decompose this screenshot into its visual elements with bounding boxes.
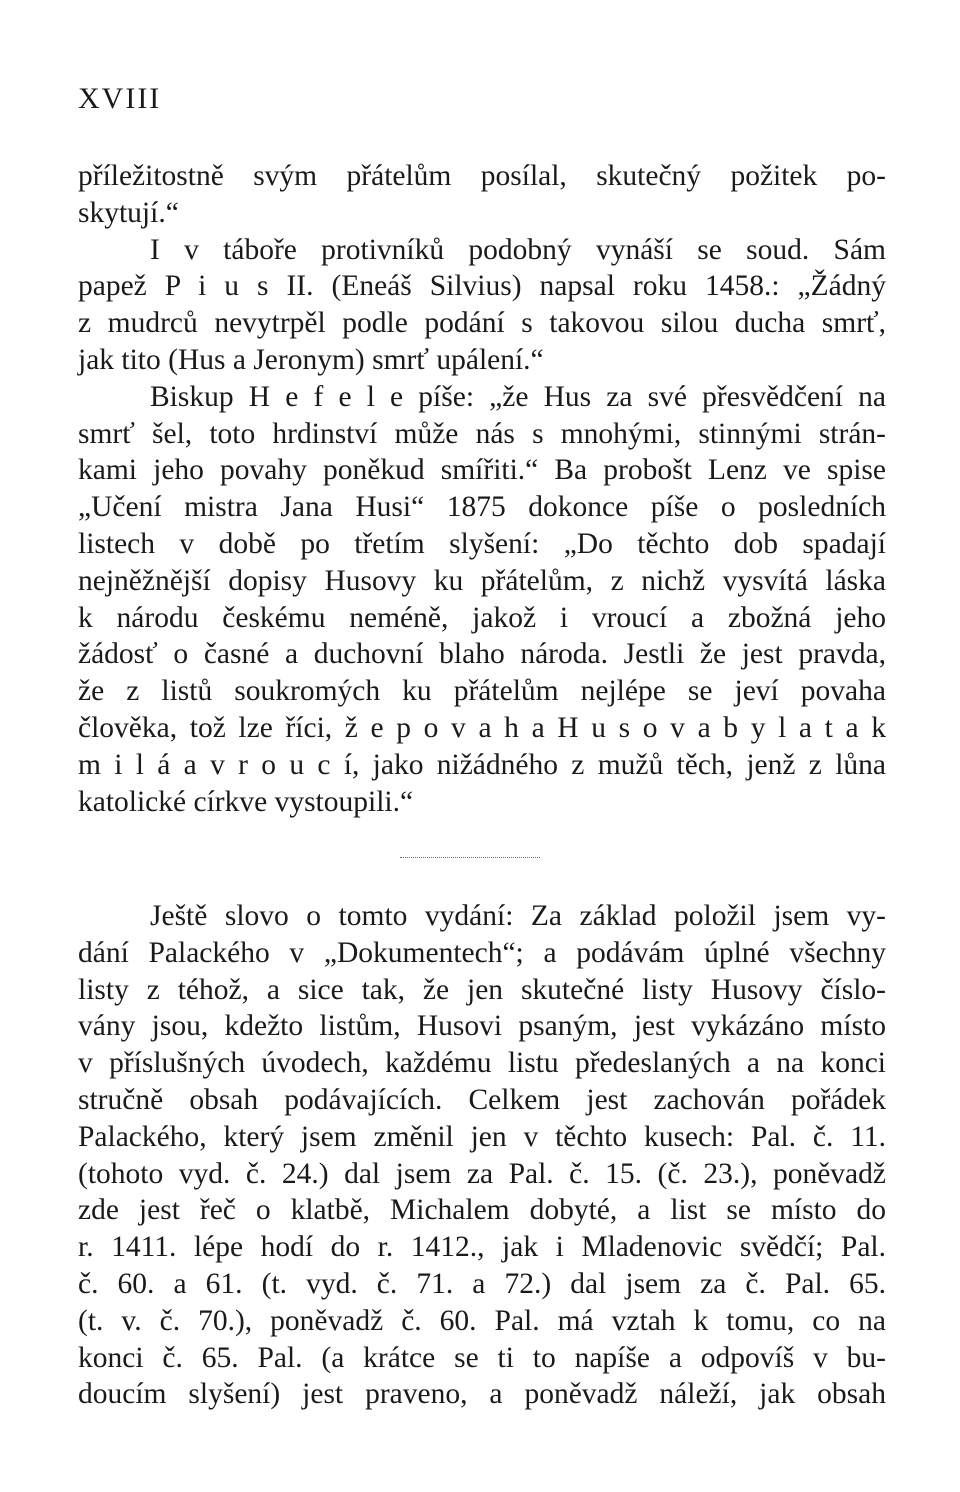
paragraph-block-2 — [78, 898, 886, 1413]
text-line: k národu českému neméně, jakož i vroucí a zbožná jeho — [78, 601, 886, 634]
text-line: z mudrců nevytrpěl podle podání s takovou silou ducha smrť, — [78, 307, 886, 340]
text-line: jak tito (Hus a Jeronym) smrť upálení.“ — [78, 343, 544, 376]
text-line: stručně obsah podávajících. Celkem jest zachován pořádek — [78, 1083, 886, 1116]
text-line: listech v době po třetím slyšení: „Do těchto dob spadají — [78, 527, 886, 560]
text-line: kami jeho povahy poněkud smířiti.“ Ba probošt Lenz ve spise — [78, 454, 886, 487]
section-divider — [400, 857, 540, 858]
text-line: Ještě slovo o tomto vydání: Za základ položil jsem vy- — [150, 900, 886, 932]
text-line: (tohoto vyd. č. 24.) dal jsem za Pal. č. 15. (č. 23.), poněvadž — [78, 1157, 886, 1190]
text-line: příležitostně svým přátelům posílal, skutečný požitek po- — [78, 160, 886, 192]
text-line: r. 1411. lépe hodí do r. 1412., jak i Mladenovic svědčí; Pal. — [78, 1231, 886, 1264]
text-line: vány jsou, kdežto listům, Husovi psaným, jest vykázáno místo — [78, 1010, 886, 1043]
text-line: I v táboře protivníků podobný vynáší se soud. Sám — [150, 233, 886, 266]
text-line: smrť šel, toto hrdinství může nás s mnohými, stinnými strán- — [78, 417, 886, 450]
text-line: doucím slyšení) jest praveno, a poněvadž náleží, jak obsah — [78, 1378, 886, 1411]
text-line: zde jest řeč o klatbě, Michalem dobyté, a list se místo do — [78, 1194, 886, 1227]
text-line: (t. v. č. 70.), poněvadž č. 60. Pal. má vztah k tomu, co na — [78, 1304, 886, 1337]
paragraph-block-1 — [78, 158, 886, 820]
text-line: skytují.“ — [78, 196, 179, 229]
text-line: listy z téhož, a sice tak, že jen skutečné listy Husovy číslo- — [78, 973, 886, 1006]
text-line: konci č. 65. Pal. (a krátce se ti to napíše a odpovíš v bu- — [78, 1341, 886, 1374]
text-line: nejněžnější dopisy Husovy ku přátelům, z nichž vysvítá láska — [78, 564, 886, 597]
text-line: že z listů soukromých ku přátelům nejlépe se jeví povaha — [78, 675, 886, 708]
text-line: člověka, tož lze říci, ž e p o v a h a H u s o v a b y l a t a k — [78, 711, 886, 744]
text-line: dání Palackého v „Dokumentech“; a podávám úplné všechny — [78, 936, 886, 969]
text-line: Palackého, který jsem změnil jen v těchto kusech: Pal. č. 11. — [78, 1120, 886, 1153]
page-number: XVIII — [78, 82, 162, 115]
text-line: papež P i u s II. (Eneáš Silvius) napsal roku 1458.: „Žádný — [78, 270, 886, 303]
text-line: č. 60. a 61. (t. vyd. č. 71. a 72.) dal jsem za č. Pal. 65. — [78, 1267, 886, 1300]
text-line: „Učení mistra Jana Husi“ 1875 dokonce píše o posledních — [78, 491, 886, 524]
text-line: v příslušných úvodech, každému listu předeslaných a na konci — [78, 1047, 886, 1080]
text-line: Biskup H e f e l e píše: „že Hus za své přesvědčení na — [150, 380, 886, 413]
text-line: katolické církve vystoupili.“ — [78, 785, 414, 818]
text-line: žádosť o časné a duchovní blaho národa. Jestli že jest pravda, — [78, 638, 886, 671]
text-line: m i l á a v r o u c í, jako nižádného z mužů těch, jenž z lůna — [78, 748, 886, 781]
